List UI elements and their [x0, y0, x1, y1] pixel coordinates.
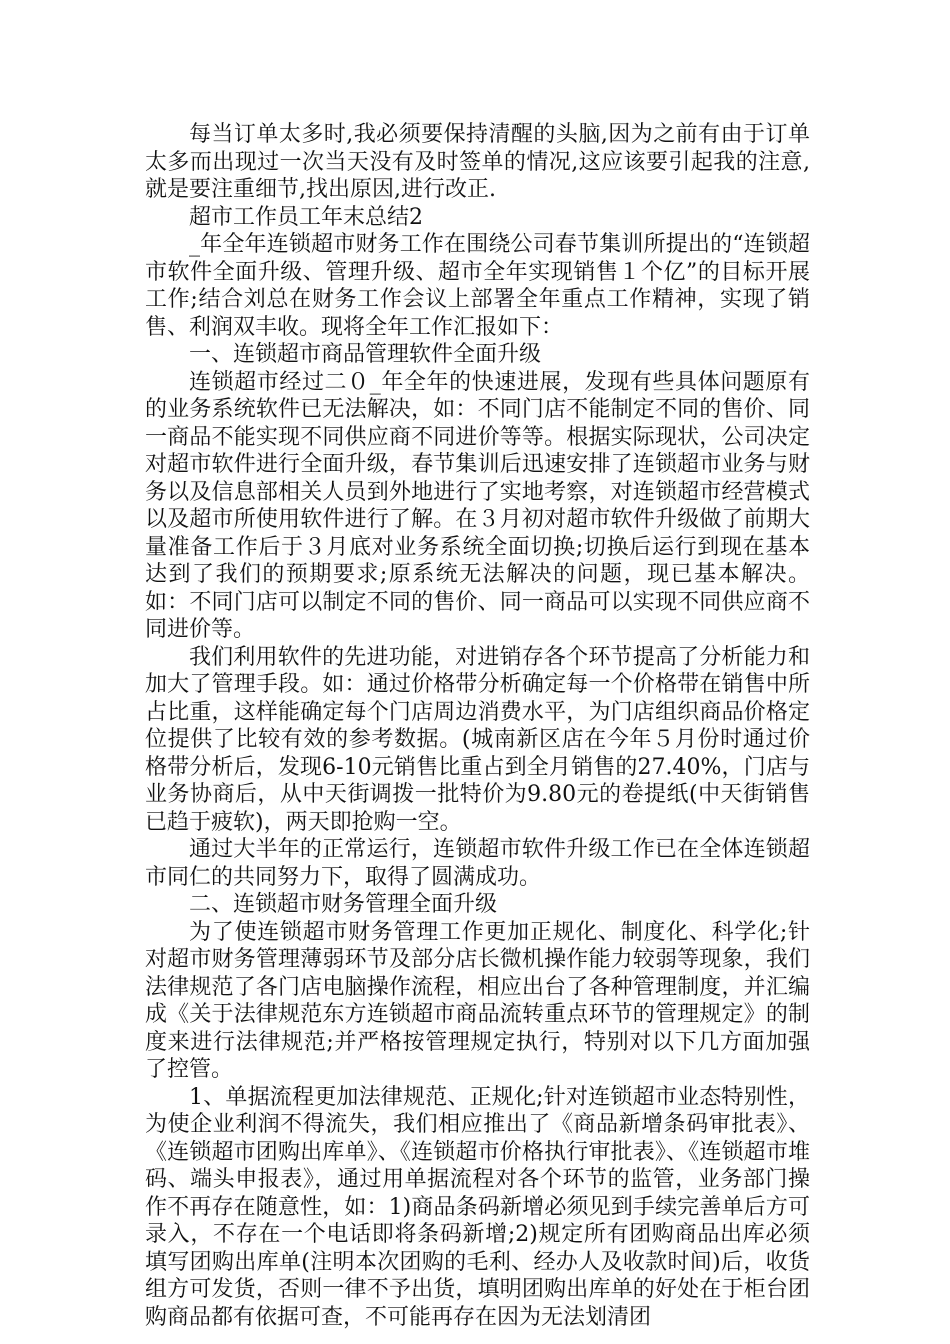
heading-software-upgrade: 一、连锁超市商品管理软件全面升级 — [189, 342, 542, 367]
paragraph-order-note: 每当订单太多时,我必须要保持清醒的头脑,因为之前有由于订单太多而出现过一次当天没有及时签单的情况,这应该要引起我的注意,就是要注重细节,找出原因,进行改正. — [145, 122, 810, 202]
heading-finance-upgrade: 二、连锁超市财务管理全面升级 — [189, 892, 498, 917]
document-body — [145, 121, 810, 1331]
paragraph-document-flow: 1、单据流程更加法律规范、正规化;针对连锁超市业态特别性，为使企业利润不得流失，我们相应推出了《商品新增条码审批表》、《连锁超市团购出库单》、《连锁超市价格执行审批表》、《连锁超市堆码、端头申报表》，通过用单据流程对各个环节的监管，业务部门操作不再存在随意性，如：1)商品条码新增必须见到手续完善单后方可录入，不存在一个电话即将条码新增;2)规定所有团购商品出库必须填写团购出库单(注明本次团购的毛利、经办人及收款时间)后，收货组方可发货，否则一律不予出货，填明团购出库单的好处在于柜台团购商品都有依据可查，不可能再存在因为无法划清团 — [145, 1084, 810, 1330]
paragraph-price-analysis: 我们利用软件的先进功能，对进销存各个环节提高了分析能力和加大了管理手段。如：通过价格带分析确定每一个价格带在销售中所占比重，这样能确定每个门店周边消费水平，为门店组织商品价格定位提供了比较有效的参考数据。(城南新区店在今年５月份时通过价格带分析后，发现6-10元销售比重占到全月销售的27.40%，门店与业务协商后，从中天街调拨一批特价为9.80元的卷提纸(中天街销售已趋于疲软)，两天即抢购一空。 — [145, 644, 810, 835]
paragraph-software-upgrade: 连锁超市经过二０_年全年的快速进展，发现有些具体问题原有的业务系统软件已无法解决，如：不同门店不能制定不同的售价、同一商品不能实现不同供应商不同进价等等。根据实际现状，公司决定对超市软件进行全面升级，春节集训后迅速安排了连锁超市业务与财务以及信息部相关人员到外地进行了实地考察，对连锁超市经营模式以及超市所使用软件进行了解。在３月初对超市软件升级做了前期大量准备工作后于３月底对业务系统全面切换;切换后运行到现在基本达到了我们的预期要求;原系统无法解决的问题，现已基本解决。如：不同门店可以制定不同的售价、同一商品可以实现不同供应商不同进价等。 — [145, 369, 810, 642]
section-title: 超市工作员工年末总结2 — [189, 204, 423, 230]
paragraph-upgrade-success: 通过大半年的正常运行，连锁超市软件升级工作已在全体连锁超市同仁的共同努力下，取得了圆满成功。 — [145, 837, 810, 890]
paragraph-finance-upgrade: 为了使连锁超市财务管理工作更加正规化、制度化、科学化;针对超市财务管理薄弱环节及部分店长微机操作能力较弱等现象，我们法律规范了各门店电脑操作流程，相应出台了各种管理制度，并汇编成《关于法律规范东方连锁超市商品流转重点环节的管理规定》的制度来进行法律规范;并严格按管理规定执行，特别对以下几方面加强了控管。 — [145, 919, 810, 1082]
paragraph-intro: _年全年连锁超市财务工作在围绕公司春节集训所提出的“连锁超市软件全面升级、管理升级、超市全年实现销售１个亿”的目标开展工作;结合刘总在财务工作会议上部署全年重点工作精神，实现了销售、利润双丰收。现将全年工作汇报如下： — [145, 232, 810, 340]
